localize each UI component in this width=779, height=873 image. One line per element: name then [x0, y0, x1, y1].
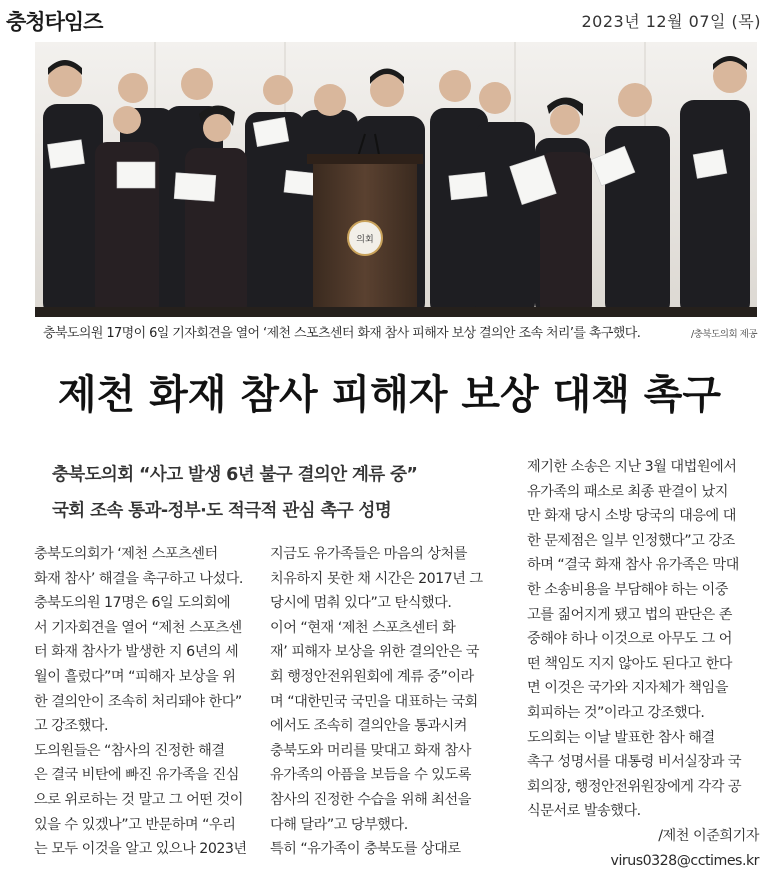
body-line: 회 행정안전위원회에 계류 중”이라: [270, 665, 510, 690]
article-column-3: [527, 455, 769, 873]
photo-caption: 충북도의원 17명이 6일 기자회견을 열어 ‘제천 스포츠센터 화재 참사 피해자 보상 결의안 조속 처리’를 촉구했다.: [43, 322, 640, 341]
masthead: [0, 0, 779, 40]
body-line: 있을 수 있겠나”고 반문하며 “우리: [34, 813, 264, 838]
body-line: 서 기자회견을 열어 “제천 스포츠센: [34, 616, 264, 641]
body-line: 제기한 소송은 지난 3월 대법원에서: [527, 455, 769, 480]
body-line: 특히 “유가족이 충북도를 상대로: [270, 837, 510, 862]
body-line: 지금도 유가족들은 마음의 상처를: [270, 542, 510, 567]
body-line: 는 모두 이것을 알고 있으나 2023년: [34, 837, 264, 862]
body-line: 당시에 멈춰 있다”고 탄식했다.: [270, 591, 510, 616]
article-headline: 제천 화재 참사 피해자 보상 대책 촉구: [0, 363, 779, 420]
body-line: 월이 흘렀다”며 “피해자 보상을 위: [34, 665, 264, 690]
body-line: 촉구 성명서를 대통령 비서실장과 국: [527, 750, 769, 775]
article-column-1: [34, 542, 264, 862]
body-line: 충북도의원 17명은 6일 도의회에: [34, 591, 264, 616]
body-line: 충북도와 머리를 맞대고 화재 참사: [270, 739, 510, 764]
body-line: 회피하는 것”이라고 강조했다.: [527, 701, 769, 726]
body-line: 고를 짊어지게 됐고 법의 판단은 존: [527, 603, 769, 628]
body-line: 화재 참사’ 해결을 촉구하고 나섰다.: [34, 567, 264, 592]
body-line: 한 결의안이 조속히 처리돼야 한다”: [34, 690, 264, 715]
body-line: 회의장, 행정안전위원장에게 각각 공: [527, 775, 769, 800]
body-line: 중해야 하나 이것으로 아무도 그 어: [527, 627, 769, 652]
newspaper-logo: 충청타임즈: [6, 6, 102, 36]
body-line: 하며 “결국 화재 참사 유가족은 막대: [527, 553, 769, 578]
body-line: 충북도의회가 ‘제천 스포츠센터: [34, 542, 264, 567]
body-line: 이어 “현재 ‘제천 스포츠센터 화: [270, 616, 510, 641]
body-line: 에서도 조속히 결의안을 통과시켜: [270, 714, 510, 739]
reporter-email[interactable]: virus0328@cctimes.kr: [527, 849, 769, 873]
reporter-byline: /제천 이준희기자: [527, 824, 769, 849]
body-line: 만 화재 당시 소방 당국의 대응에 대: [527, 504, 769, 529]
subheadline-1: 충북도의회 “사고 발생 6년 불구 결의안 계류 중”: [52, 461, 417, 486]
body-line: 면 이것은 국가와 지자체가 책임을: [527, 676, 769, 701]
body-line: 은 결국 비탄에 빠진 유가족을 진심: [34, 763, 264, 788]
body-line: 치유하지 못한 채 시간은 2017년 그: [270, 567, 510, 592]
press-photo-illustration: [35, 42, 757, 317]
body-line: 재’ 피해자 보상을 위한 결의안은 국: [270, 640, 510, 665]
body-line: 떤 책임도 지지 않아도 된다고 한다: [527, 652, 769, 677]
subheadline-2: 국회 조속 통과-정부·도 적극적 관심 촉구 성명: [52, 497, 391, 522]
body-line: 도의회는 이날 발표한 참사 해결: [527, 726, 769, 751]
issue-date: 2023년 12월 07일 (목): [581, 9, 761, 32]
body-line: 며 “대한민국 국민을 대표하는 국회: [270, 690, 510, 715]
photo-credit: /충북도의회 제공: [691, 326, 757, 340]
body-line: 고 강조했다.: [34, 714, 264, 739]
body-line: 으로 위로하는 것 말고 그 어떤 것이: [34, 788, 264, 813]
podium-emblem-text: 의회: [356, 233, 373, 245]
body-line: 터 화재 참사가 발생한 지 6년의 세: [34, 640, 264, 665]
body-line: 유가족의 아픔을 보듬을 수 있도록: [270, 763, 510, 788]
body-line: 도의원들은 “참사의 진정한 해결: [34, 739, 264, 764]
body-line: 한 문제점은 일부 인정했다”고 강조: [527, 529, 769, 554]
press-conference-photo: [35, 42, 757, 317]
body-line: 식문서로 발송했다.: [527, 799, 769, 824]
body-line: 유가족의 패소로 최종 판결이 났지: [527, 480, 769, 505]
body-line: 한 소송비용을 부담해야 하는 이중: [527, 578, 769, 603]
body-line: 다해 달라”고 당부했다.: [270, 813, 510, 838]
body-line: 참사의 진정한 수습을 위해 최선을: [270, 788, 510, 813]
article-column-2: [270, 542, 510, 862]
